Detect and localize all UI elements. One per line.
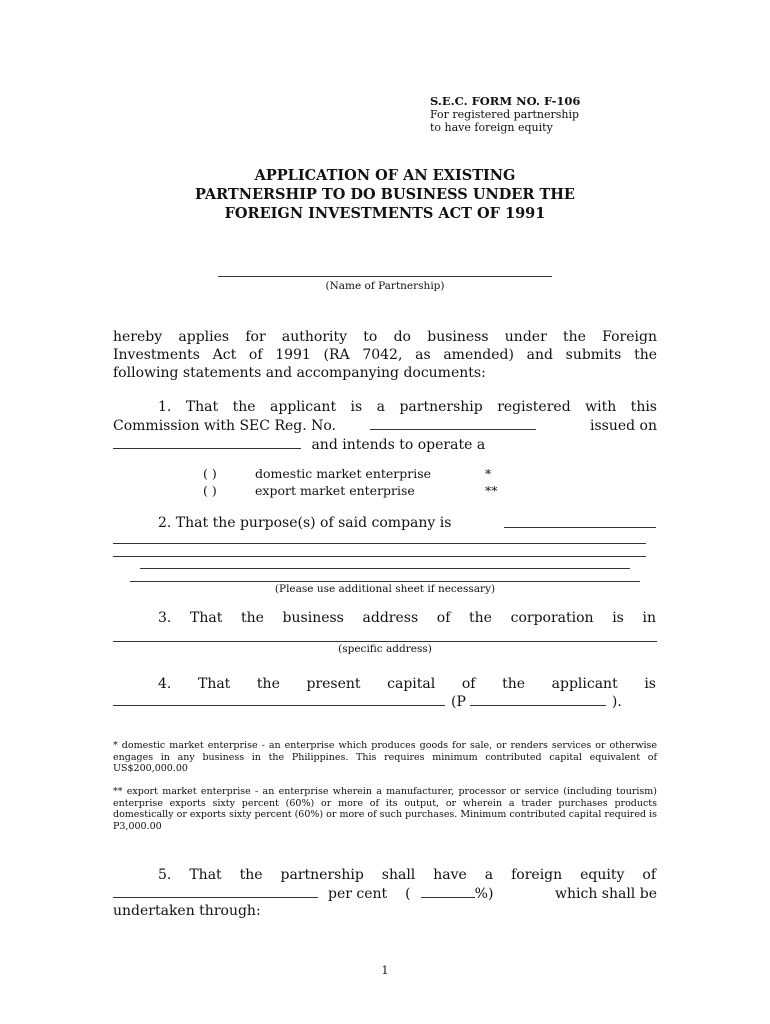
domestic-label: domestic market enterprise: [255, 466, 432, 481]
purpose-line-1[interactable]: [113, 543, 646, 544]
partnership-name-caption: (Name of Partnership): [325, 280, 445, 292]
purpose-line-4[interactable]: [130, 581, 640, 582]
business-address-field[interactable]: [113, 641, 657, 642]
item-4-text: 4. That the present capital of the applicant is: [158, 676, 656, 692]
title-line-2: PARTNERSHIP TO DO BUSINESS UNDER THE: [195, 186, 575, 203]
export-label: export market enterprise: [255, 483, 415, 498]
form-subtitle-2: to have foreign equity: [430, 121, 553, 134]
footnote-domestic: * domestic market enterprise - an enterprise which produces goods for sale, or renders services or otherwise engages in any business in the Philippines. This requires minimum contributed capital equivalent of US$200,000.00: [113, 740, 657, 774]
item-5-line-1: 5. That the partnership shall have a foreign equity of: [158, 867, 656, 883]
title-line-3: FOREIGN INVESTMENTS ACT OF 1991: [224, 205, 546, 222]
which-shall-be-label: which shall be: [555, 886, 657, 902]
capital-p-open: (P: [451, 694, 466, 710]
intro-line-1: hereby applies for authority to do business under the Foreign: [113, 329, 657, 345]
percent-close: %): [474, 886, 494, 902]
foreign-equity-percent-field[interactable]: [421, 884, 475, 898]
capital-amount-field[interactable]: [470, 692, 606, 706]
form-subtitle-1: For registered partnership: [430, 108, 580, 121]
purpose-caption: (Please use additional sheet if necessary): [274, 583, 496, 595]
purpose-field-start[interactable]: [504, 527, 656, 528]
option-domestic[interactable]: [203, 465, 498, 482]
intro-line-3: following statements and accompanying documents:: [113, 365, 486, 381]
item-2-text: 2. That the purpose(s) of said company is: [158, 515, 452, 531]
percent-paren-open: (: [405, 886, 411, 902]
page-number: 1: [381, 964, 389, 977]
sec-reg-no-field[interactable]: [370, 416, 536, 430]
foreign-equity-words-field[interactable]: [113, 884, 318, 898]
enterprise-options: [203, 465, 498, 499]
form-code: S.E.C. FORM NO. F-106: [430, 94, 581, 108]
item-3-text: 3. That the business address of the corporation is in: [158, 610, 656, 626]
intro-line-2: Investments Act of 1991 (RA 7042, as amended) and submits the: [113, 347, 657, 363]
item-1-line-3: [113, 435, 657, 454]
capital-words-field[interactable]: [113, 692, 445, 706]
item-1: [113, 398, 657, 454]
item-1-operate-label: and intends to operate a: [311, 437, 486, 453]
domestic-mark: *: [485, 466, 492, 481]
document-title: [0, 166, 770, 223]
purpose-line-3[interactable]: [140, 568, 630, 569]
footnote-export: ** export market enterprise - an enterprise wherein a manufacturer, processor or service (including tourism) enterprise exports sixty percent (60%) or more of its output, or wherein a trader purchases products domestically or exports sixty percent (60%) or more of such purchases. Minimum contributed capital required is P3,000.00: [113, 786, 657, 832]
partnership-name-field[interactable]: [218, 276, 552, 277]
item-1-reg-label: Commission with SEC Reg. No.: [113, 418, 337, 434]
item-5-line-3: undertaken through:: [113, 903, 261, 919]
issued-date-field[interactable]: [113, 435, 301, 449]
per-cent-label: per cent: [328, 886, 388, 902]
item-1-line-2: [113, 416, 657, 435]
form-header: [430, 95, 580, 134]
export-checkbox[interactable]: ( ): [203, 483, 217, 498]
intro-paragraph: [113, 328, 657, 382]
address-caption: (specific address): [338, 643, 432, 655]
export-mark: **: [485, 483, 498, 498]
item-5-line-2: [113, 884, 657, 903]
capital-p-close: ).: [611, 694, 622, 710]
item-1-line-1: 1. That the applicant is a partnership registered with this: [158, 399, 657, 415]
title-line-1: APPLICATION OF AN EXISTING: [254, 167, 516, 184]
domestic-checkbox[interactable]: ( ): [203, 466, 217, 481]
item-1-issued-label: issued on: [589, 418, 657, 434]
option-export[interactable]: [203, 482, 498, 499]
item-4-line-2: [113, 692, 622, 711]
purpose-line-2[interactable]: [113, 556, 646, 557]
